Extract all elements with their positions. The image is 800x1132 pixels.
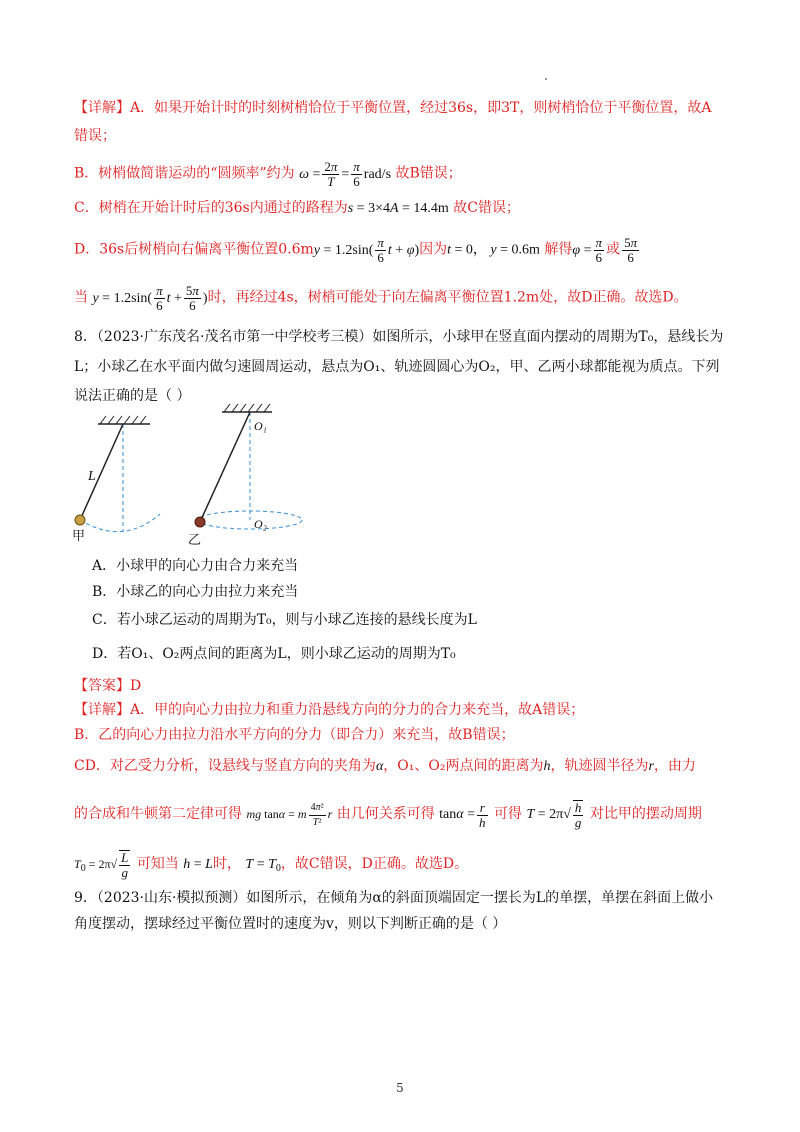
q8-stem-line1: 8．（2023·广东茂名·茂名市第一中学校考三模）如图所示，小球甲在竖直面内摆动的周期为T₀，悬线长为 [74,329,724,345]
page-number: 5 [396,1081,404,1095]
analysis-line-e: 当 y = 1.2sin( $\frac{\pi}{6}$ t + $\frac{5\pi}{6}$ )时，再经过4s，树梢可能处于向左偏离平衡位置1.2m处，故D正确。故选D。 [74,283,688,313]
ball-jia [75,515,85,525]
label-yi: 乙 [188,532,202,547]
label-jia: 甲 [72,528,86,543]
q9-stem-line1: 9．（2023·山东·模拟预测）如图所示，在倾角为α的斜面顶端固定一摆长为L的单摆，单摆在斜面上做小 [74,890,714,906]
analysis-line-c: C．树梢在开始计时后的36s内通过的路程为s = 3×4A = 14.4m 故C错误； [74,200,520,216]
q8-detail-3: CD．对乙受力分析，设悬线与竖直方向的夹角为α，O₁、O₂两点间的距离为h，轨迹圆半径为r，由力 [74,758,696,774]
q8-detail-4: 的合成和牛顿第二定律可得 mg tanα = m $\frac{\text{4π²}}{\text{T²}}$ r 由几何关系可得 tanα = $\frac{r}{h}$ 可得 T = 2π√ $\frac{h}{g}$ 对比甲的摆动周期 [74,799,702,830]
q8-option-b: B．小球乙的向心力由拉力来充当 [92,584,299,600]
string-jia [80,424,123,520]
q8-answer: 【答案】D [74,678,142,694]
q8-detail-5: $T_0 = 2\pi√$ $\frac{L}{g}$ 可知当 h = L时， $T = T_0$，故C错误，D正确。故选D。 [74,850,469,880]
formula-distance: s = 3×4A = 14.4m [347,201,449,216]
label-O2: O₂ [254,517,267,531]
formula-T-eq-T0: $T = T_0$ [245,856,281,874]
support-right [222,404,272,412]
q8-detail-1: 【详解】A．甲的向心力由拉力和重力沿悬线方向的分力的合力来充当，故A错误； [74,702,585,718]
formula-phi: φ = $\frac{\pi}{6}$ [572,235,603,265]
scan-dot [545,78,547,80]
q8-detail-2: B．乙的向心力由拉力沿水平方向的分力（即合力）来充当，故B错误； [74,727,515,743]
formula-y-phi: y = 1.2sin( $\frac{\pi}{6}$ t + φ) [313,235,420,265]
analysis-line-a: 【详解】A．如果开始计时的时刻树梢恰位于平衡位置，经过36s，即3T，则树梢恰位于平衡位置，故A [74,100,712,116]
string-yi [200,412,250,522]
formula-h-eq-L: h = L [183,856,213,872]
swing-arc [80,514,160,532]
q9-stem-line2: 角度摆动，摆球经过平衡位置时的速度为v，则以下判断正确的是（ ） [74,916,507,932]
label-L: L [88,469,96,484]
q8-option-a: A．小球甲的向心力由合力来充当 [92,558,299,574]
analysis-line-a-cont: 错误； [74,128,116,144]
q8-option-d: D．若O₁、O₂两点间的距离为L，则小球乙运动的周期为T₀ [92,646,456,662]
formula-tan: tanα = $\frac{r}{h}$ [439,799,486,830]
analysis-line-b: B．树梢做简谐运动的“圆频率”约为 ω = $\frac{2\pi}{T}$ = $\frac{\pi}{6}$ rad/s 故B错误； [74,159,462,189]
q8-option-c: C．若小球乙运动的周期为T₀，则与小球乙连接的悬线长度为L [92,612,477,628]
q8-stem-line2: L；小球乙在水平面内做匀速圆周运动，悬点为O₁、轨迹圆圆心为O₂，甲、乙两小球都能视为质点。下列 [74,359,720,375]
pendulum-figure [70,404,330,554]
formula-newton: mg tanα = m $\frac{\text{4π²}}{\text{T²}}$ r [246,801,333,828]
formula-omega: ω = $\frac{2\pi}{T}$ = $\frac{\pi}{6}$ rad/s [299,159,392,189]
support-left [98,416,150,424]
label-O1: O₁ [254,419,267,433]
ball-yi [195,517,205,527]
formula-condition: t = 0， y = 0.6m [447,242,540,258]
q8-stem-line3: 说法正确的是（ ） [74,388,191,404]
formula-y-final: y = 1.2sin( $\frac{\pi}{6}$ t + $\frac{5\pi}{6}$ ) [92,283,208,313]
formula-period-h: T = 2π√ $\frac{h}{g}$ [526,800,582,830]
formula-period-L: $T_0 = 2\pi√$ $\frac{L}{g}$ [74,850,129,880]
analysis-line-d: D．36s后树梢向右偏离平衡位置0.6my = 1.2sin( $\frac{\pi}{6}$ t + φ)因为t = 0， y = 0.6m 解得φ = $\frac{\pi}{6}$ 或 $\frac{5\pi}{6}$ [74,235,638,265]
